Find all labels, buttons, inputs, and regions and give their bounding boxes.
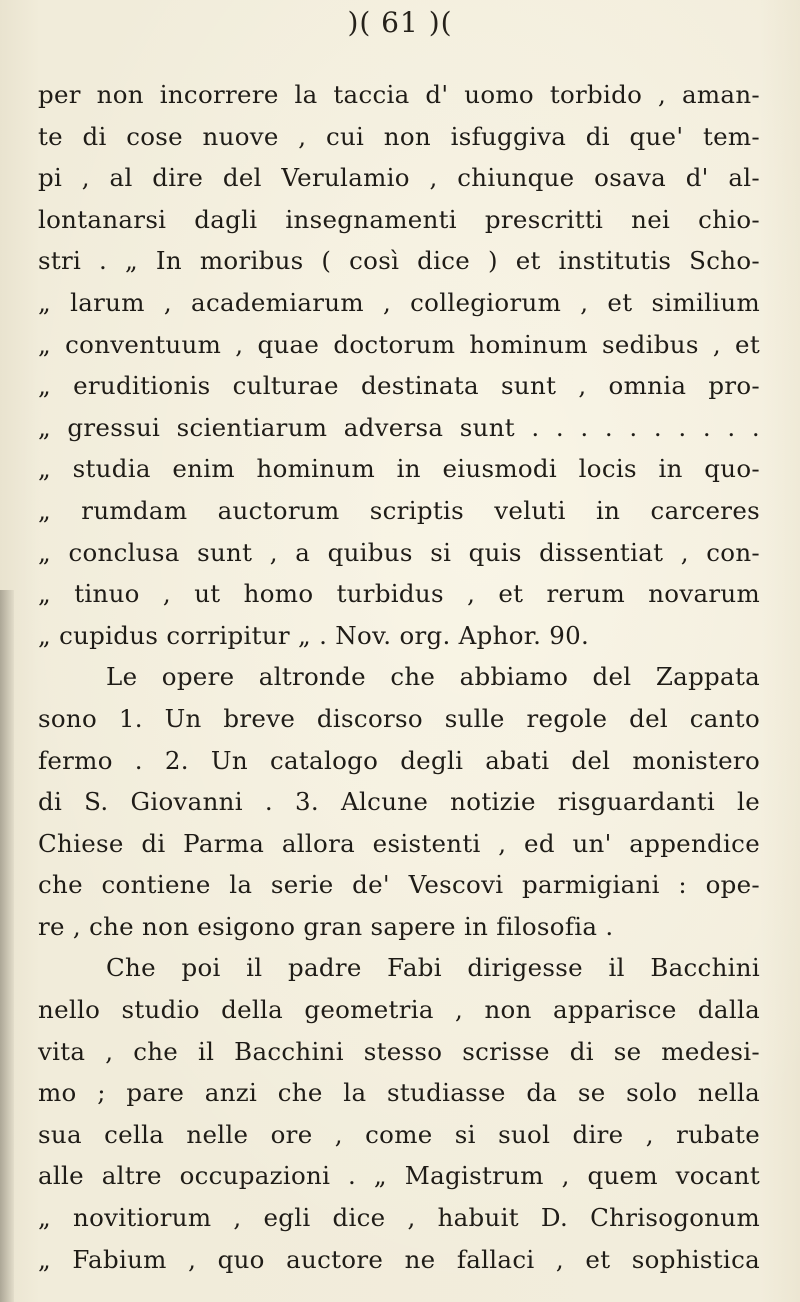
text-line: alle altre occupazioni . „ Magistrum , quem vocant [38, 1161, 760, 1191]
text-line: fermo . 2. Un catalogo degli abati del monistero [38, 745, 760, 775]
text-line: lontanarsi dagli insegnamenti prescritti nei chio- [38, 204, 760, 234]
text-line-citation: „ cupidus corripitur „ . Nov. org. Aphor. 90. [38, 620, 590, 650]
text-line: sua cella nelle ore , come si suol dire , rubate [38, 1119, 760, 1149]
text-line: che contiene la serie de' Vescovi parmigiani : ope- [38, 870, 760, 900]
text-line: „ gressui scientiarum adversa sunt . . . . . . . . . . [38, 412, 760, 442]
text-line: Chiese di Parma allora esistenti , ed un' appendice [38, 828, 760, 858]
text-line: re , che non esigono gran sapere in filosofia . [38, 911, 614, 941]
text-line: sono 1. Un breve discorso sulle regole del canto [38, 703, 760, 733]
body-text [38, 74, 760, 1280]
page-number: )( 61 )( [347, 6, 453, 39]
text-line: „ conventuum , quae doctorum hominum sedibus , et [38, 329, 760, 359]
text-line: „ rumdam auctorum scriptis veluti in carceres [38, 495, 760, 525]
text-line: „ tinuo , ut homo turbidus , et rerum novarum [38, 579, 760, 609]
text-line: te di cose nuove , cui non isfuggiva di que' tem- [38, 121, 760, 151]
text-line: mo ; pare anzi che la studiasse da se solo nella [38, 1078, 760, 1108]
text-line: nello studio della geometria , non apparisce dalla [38, 995, 760, 1025]
paragraph-start: Le opere altronde che abbiamo del Zappata [106, 662, 760, 692]
text-line: „ Fabium , quo auctore ne fallaci , et sophistica [38, 1244, 760, 1274]
text-line: stri . „ In moribus ( così dice ) et institutis Scho- [38, 246, 760, 276]
text-line: „ eruditionis culturae destinata sunt , omnia pro- [38, 371, 760, 401]
paragraph-start: Che poi il padre Fabi dirigesse il Bacchini [106, 953, 760, 983]
text-line: „ conclusa sunt , a quibus si quis dissentiat , con- [38, 537, 760, 567]
text-line: per non incorrere la taccia d' uomo torbido , aman- [38, 80, 760, 109]
binding-gutter-shadow [0, 590, 14, 1302]
text-line: di S. Giovanni . 3. Alcune notizie risguardanti le [38, 787, 760, 817]
text-line: vita , che il Bacchini stesso scrisse di se medesi- [38, 1036, 760, 1066]
text-line: „ novitiorum , egli dice , habuit D. Chrisogonum [38, 1203, 760, 1233]
text-line: „ studia enim hominum in eiusmodi locis in quo- [38, 454, 760, 484]
text-line: pi , al dire del Verulamio , chiunque osava d' al- [38, 163, 760, 193]
text-line: „ larum , academiarum , collegiorum , et similium [38, 287, 760, 317]
